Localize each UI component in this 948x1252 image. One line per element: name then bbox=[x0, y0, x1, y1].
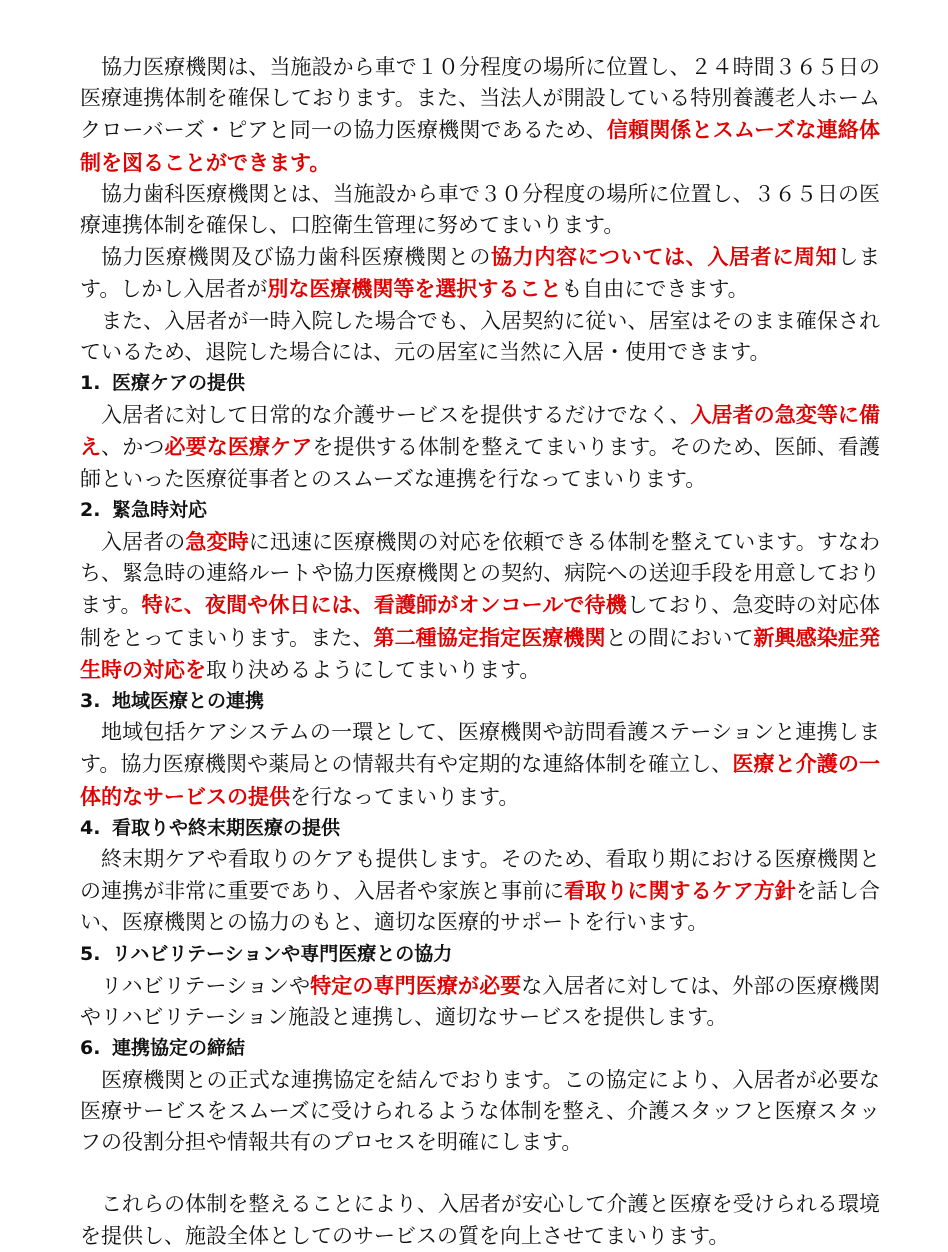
section-title: 医療ケアの提供 bbox=[112, 372, 246, 395]
highlight-text: 医療と介護の一体的なサービスの提供 bbox=[80, 751, 881, 809]
body-text: を話し合い、医療機関との協力のもと、適切な医療的サポートを行います。 bbox=[80, 879, 881, 935]
section-body bbox=[80, 526, 880, 686]
section-number: 4. bbox=[80, 816, 101, 839]
section-agreement bbox=[80, 1033, 880, 1158]
body-text: 入居者の bbox=[101, 530, 186, 555]
section-title: 看取りや終末期医療の提供 bbox=[112, 816, 341, 839]
body-text: を提供する体制を整えてまいります。そのため、医師、看護師といった医療従事者とのスムーズな連携を行なってまいります。 bbox=[80, 435, 881, 491]
section-body bbox=[80, 844, 880, 939]
highlight-text: 特定の専門医療が必要 bbox=[310, 972, 522, 998]
section-number: 5. bbox=[80, 942, 101, 965]
intro-paragraph-2 bbox=[80, 179, 880, 241]
section-heading bbox=[80, 686, 880, 717]
body-text: との間において bbox=[605, 625, 754, 650]
highlight-text: 特に、夜間や休日には、看護師がオンコールで待機 bbox=[141, 592, 627, 618]
document-page bbox=[80, 52, 880, 1252]
intro-text: 協力医療機関及び協力歯科医療機関との bbox=[101, 245, 492, 270]
section-number: 3. bbox=[80, 690, 101, 713]
section-heading bbox=[80, 368, 880, 399]
body-text: 終末期ケアや看取りのケアも提供します。そのため、看取り期における医療機関との連携が非常に重要であり、入居者や家族と事前に bbox=[80, 847, 880, 904]
body-text: な入居者に対しては、外部の医療機関やリハビリテーション施設と連携し、適切なサービスを提供します。 bbox=[80, 973, 881, 1030]
section-heading bbox=[80, 939, 880, 970]
section-number: 6. bbox=[80, 1037, 101, 1060]
body-text: 取り決めるようにしてまいります。 bbox=[206, 657, 541, 682]
highlight-text: 信頼関係とスムーズな連絡体制を図ることができます。 bbox=[80, 117, 880, 175]
highlight-text: 急変時 bbox=[185, 529, 249, 555]
intro-paragraph-3 bbox=[80, 241, 880, 305]
section-title: 地域医療との連携 bbox=[112, 690, 265, 713]
section-emergency bbox=[80, 495, 880, 686]
blank-line bbox=[80, 1158, 880, 1189]
intro-paragraph-1 bbox=[80, 52, 880, 179]
body-text: しており、急変時の対応体制をとってまいります。また、 bbox=[80, 593, 880, 650]
section-body bbox=[80, 1065, 880, 1159]
body-text: 入居者に対して日常的な介護サービスを提供するだけでなく、 bbox=[101, 403, 691, 428]
section-title: 連携協定の締結 bbox=[112, 1037, 246, 1060]
body-text: 地域包括ケアシステムの一環として、医療機関や訪問看護ステーションと連携します。協力医療機関や薬局との情報共有や定期的な連絡体制を確立し、 bbox=[80, 720, 880, 777]
highlight-text: 協力内容については、入居者に周知 bbox=[491, 244, 838, 270]
intro-text: また、入居者が一時入院した場合でも、入居契約に従い、居室はそのまま確保されているため、退院した場合には、元の居室に当然に入居・使用できます。 bbox=[80, 308, 880, 364]
body-text: リハビリテーションや bbox=[101, 973, 311, 998]
highlight-text: 入居者の急変等に備え bbox=[80, 402, 881, 460]
section-rehabilitation bbox=[80, 939, 880, 1034]
body-text: に迅速に医療機関の対応を依頼できる体制を整えています。すなわち、緊急時の連絡ルートや協力医療機関との契約、病院への送迎手段を用意しております。 bbox=[80, 530, 881, 618]
section-heading bbox=[80, 813, 880, 844]
body-text: を行なってまいります。 bbox=[290, 784, 520, 809]
section-title: 緊急時対応 bbox=[112, 498, 208, 521]
section-number: 1. bbox=[80, 372, 101, 395]
body-text: 、かつ bbox=[101, 435, 165, 460]
intro-paragraph-4 bbox=[80, 306, 880, 368]
highlight-text: 必要な医療ケア bbox=[164, 434, 313, 460]
highlight-text: 看取りに関するケア方針 bbox=[564, 878, 796, 904]
section-title: リハビリテーションや専門医療との協力 bbox=[112, 942, 453, 965]
intro-text: も自由にできます。 bbox=[561, 277, 749, 302]
intro-text: 協力医療機関は、当施設から車で１０分程度の場所に位置し、２４時間３６５日の医療連携体制を確保しております。また、当法人が開設している特別養護老人ホームクローバーズ・ピアと同一の協力医療機関であるため、 bbox=[80, 55, 880, 143]
highlight-text: 第二種協定指定医療機関 bbox=[373, 624, 606, 650]
closing-text: これらの体制を整えることにより、入居者が安心して介護と医療を受けられる環境を提供し、施設全体としてのサービスの質を向上させてまいります。 bbox=[80, 1192, 880, 1248]
section-community bbox=[80, 686, 880, 813]
section-heading bbox=[80, 1033, 880, 1064]
intro-text: 協力歯科医療機関とは、当施設から車で３０分程度の場所に位置し、３６５日の医療連携体制を確保し、口腔衛生管理に努めてまいります。 bbox=[80, 181, 880, 238]
highlight-text: 新興感染症発生時の対応を bbox=[80, 624, 881, 682]
intro-block bbox=[80, 52, 880, 368]
intro-text: します。しかし入居者が bbox=[80, 245, 880, 302]
closing-paragraph bbox=[80, 1189, 880, 1251]
section-body bbox=[80, 399, 880, 495]
highlight-text: 別な医療機関等を選択すること bbox=[267, 276, 562, 302]
body-text: 医療機関との正式な連携協定を結んでおります。この協定により、入居者が必要な医療サービスをスムーズに受けられるような体制を整え、介護スタッフと医療スタッフの役割分担や情報共有のプロセスを明確にします。 bbox=[80, 1067, 880, 1154]
section-heading bbox=[80, 495, 880, 526]
section-end-of-life bbox=[80, 813, 880, 939]
section-body bbox=[80, 717, 880, 813]
section-medical-care bbox=[80, 368, 880, 495]
section-number: 2. bbox=[80, 498, 101, 521]
section-body bbox=[80, 970, 880, 1033]
